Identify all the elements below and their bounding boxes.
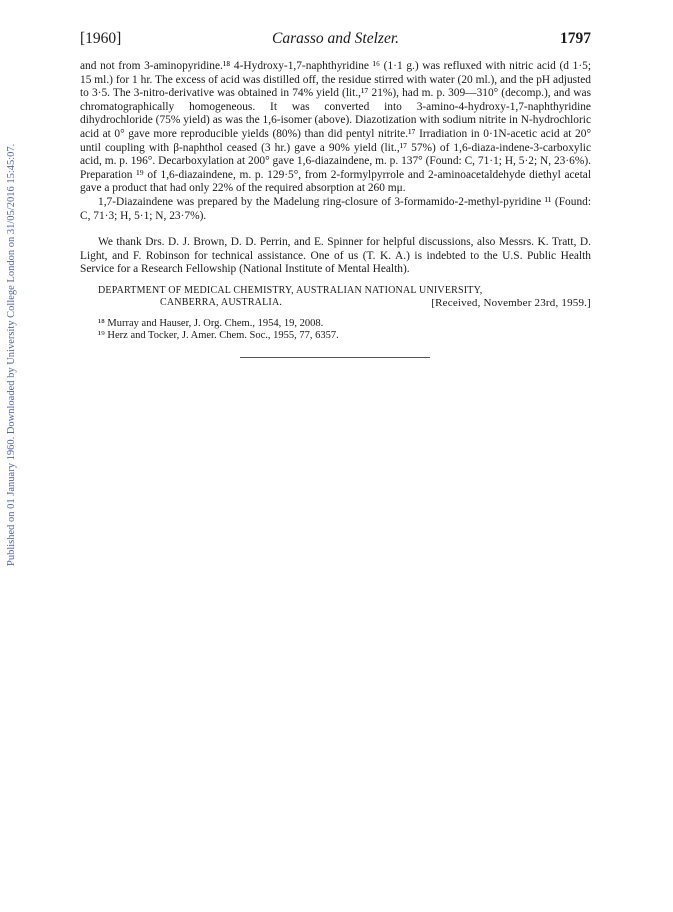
reference-item: ¹⁹ Herz and Tocker, J. Amer. Chem. Soc., 1955, 77, 6357.: [98, 330, 339, 342]
reference-item: ¹⁸ Murray and Hauser, J. Org. Chem., 1954, 19, 2008.: [98, 317, 324, 329]
running-authors: Carasso and Stelzer.: [271, 30, 400, 47]
publication-stamp: Published on 01 January 1960. Downloaded by University College London on 31/05/2016 15:45:07.: [6, 143, 17, 567]
acknowledgements: We thank Drs. D. J. Brown, D. D. Perrin, and E. Spinner for helpful discussions, also Messrs. K. Tratt, D. Light, and F. Robinson for technical assistance. One of us (T. K. A.) is indebted to the U.S. Public Health Service for a Research Fellowship (National Institute of Mental Health).: [80, 236, 591, 276]
paragraph-synthesis: and not from 3-aminopyridine.¹⁸ 4-Hydroxy-1,7-naphthyridine ¹⁶ (1·1 g.) was refluxed with nitric acid (d 1·5; 15 ml.) for 1 hr. The excess of acid was distilled off, the residue stirred with water (20 ml.), and the pH adjusted to 3·5. The 3-nitro-derivative was obtained in 74% yield (lit.,¹⁷ 21%), had m. p. 309—310° (decomp.), and was chromatographically homogeneous. It was converted into 3-amino-4-hydroxy-1,7-naphthyridine dihydrochloride (75% yield) as was the 1,6-isomer (above). Diazotization with sodium nitrite in N-hydrochloric acid at 0° gave more reproducible yields (80%) than did pentyl nitrite.¹⁷ Irradiation in 0·1N-acetic acid at 20° until coupling with β-naphthol ceased (3 hr.) gave a 90% yield (lit.,¹⁷ 57%) of 1,6-diaza-indene-3-carboxylic acid, m. p. 196°. Decarboxylation at 200° gave 1,6-diazaindene, m. p. 137° (Found: C, 71·1; H, 5·2; N, 23·6%). Preparation ¹⁹ of 1,6-diazaindene, m. p. 129·5°, from 2-formylpyrrole and 2-aminoacetaldehyde diethyl acetal gave a product that had only 22% of the required absorption at 260 mμ.: [80, 60, 591, 195]
page-header: [80, 30, 591, 52]
affiliation-city: CANBERRA, AUSTRALIA.: [160, 297, 283, 309]
affiliation-city-line: [80, 297, 591, 310]
paragraph-diazaindene: 1,7-Diazaindene was prepared by the Madelung ring-closure of 3-formamido-2-methyl-pyridine ¹¹ (Found: C, 71·3; H, 5·1; N, 23·7%).: [80, 195, 591, 222]
references: [80, 318, 591, 343]
journal-year: [1960]: [80, 30, 122, 47]
article-body: [80, 60, 591, 358]
page-number: 1797: [560, 30, 591, 47]
affiliation: [80, 285, 591, 310]
end-rule: [240, 357, 430, 358]
affiliation-department: DEPARTMENT OF MEDICAL CHEMISTRY, AUSTRALIAN NATIONAL UNIVERSITY,: [98, 284, 483, 296]
received-date: [Received, November 23rd, 1959.]: [431, 297, 591, 310]
